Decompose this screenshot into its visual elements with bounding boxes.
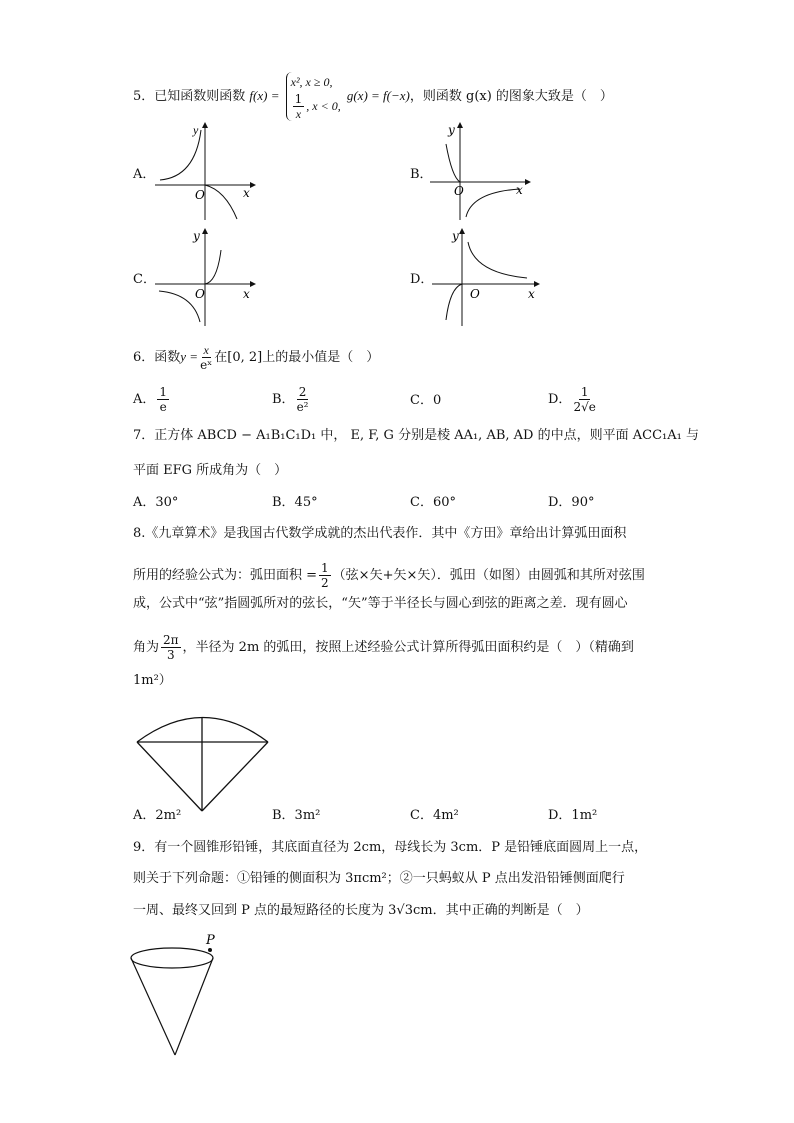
- y-axis-label: y: [452, 229, 459, 243]
- q8-option-c[interactable]: C．4m²: [410, 808, 459, 823]
- q7-option-a[interactable]: A．30°: [133, 495, 179, 510]
- q7-line-2: 平面 EFG 所成角为（ ）: [133, 463, 288, 478]
- q8-option-b[interactable]: B．3m²: [272, 808, 321, 823]
- frac-den: e: [159, 400, 167, 414]
- option-label: A．: [133, 392, 156, 407]
- q7-option-d[interactable]: D．90°: [548, 495, 595, 510]
- q7-option-c[interactable]: C．60°: [410, 495, 456, 510]
- curve-left: [446, 144, 460, 182]
- q5-option-d-label: D．: [410, 272, 434, 287]
- q5-case2-den: x: [295, 107, 302, 121]
- q9-line-3: 一周、最终又回到 P 点的最短路径的长度为 3√3cm．其中正确的判断是（ ）: [133, 903, 589, 918]
- curve-right: [205, 185, 237, 219]
- origin-label: O: [195, 188, 205, 202]
- x-axis-label: x: [528, 287, 535, 301]
- q8-line-3: 成，公式中“弦”指圆弧所对的弦长，“矢”等于半径长与圆心到弦的距离之差．现有圆心: [133, 596, 628, 611]
- option-label: C．: [410, 393, 433, 408]
- cone-edge-right: [175, 958, 213, 1055]
- q5-graph-b: [430, 122, 530, 222]
- option-label: B．: [272, 392, 295, 407]
- curve-left: [446, 284, 462, 320]
- cone-edge-left: [131, 958, 175, 1055]
- curve-right: [205, 250, 221, 284]
- frac-num: 2π: [163, 633, 179, 647]
- q8-line4-a: 角为: [133, 640, 160, 655]
- q6-prefix: 6．函数: [133, 350, 181, 365]
- frac-num: 1: [321, 561, 329, 575]
- x-axis-label: x: [516, 183, 523, 197]
- q6-frac-num: x: [203, 343, 209, 357]
- point-p-label: P: [206, 933, 215, 948]
- q5-option-b-label: B．: [410, 167, 433, 182]
- q6-option-b[interactable]: [272, 385, 310, 414]
- point-p: [208, 948, 212, 952]
- q6-option-a[interactable]: [133, 385, 171, 414]
- curve-left: [159, 291, 200, 322]
- q8-option-a[interactable]: A．2m²: [133, 808, 182, 823]
- q5-piecewise: [286, 72, 341, 121]
- curve-right: [466, 189, 520, 217]
- x-axis-label: x: [243, 287, 250, 301]
- q8-line4-b: ，半径为 2m 的弧田，按照上述经验公式计算所得弧田面积约是（ ）（精确到: [182, 640, 634, 655]
- x-axis-label: x: [243, 186, 250, 200]
- cone-base: [131, 948, 213, 968]
- q5-option-a-label: A．: [133, 167, 156, 182]
- q5-prefix: 5．已知函数则函数: [133, 89, 246, 104]
- question-6-stem: [133, 343, 379, 372]
- frac-num: 1: [159, 385, 168, 399]
- frac-den: 2: [321, 576, 329, 590]
- q8-line2-a: 所用的经验公式为：弧田面积 =: [133, 568, 318, 583]
- q8-line-5: 1m²）: [133, 673, 172, 688]
- radius-right: [202, 742, 268, 811]
- cone-figure: [128, 933, 228, 1063]
- curve-left: [160, 130, 201, 180]
- q6-suffix: 在[0, 2]上的最小值是（ ）: [214, 350, 380, 365]
- q9-line-1: 9．有一个圆锥形铅锤，其底面直径为 2cm，母线长为 3cm．P 是铅锤底面圆周上一点，: [133, 840, 648, 855]
- y-axis-label: y: [193, 229, 200, 243]
- q5-case1: x², x ≥ 0,: [290, 75, 333, 89]
- q5-g-def: g(x) = f(−x): [346, 88, 410, 103]
- q7-line-1: 7．正方体 ABCD − A₁B₁C₁D₁ 中， E, F, G 分别是棱 AA₁, AB, AD 的中点，则平面 ACC₁A₁ 与: [133, 428, 699, 443]
- q8-option-d[interactable]: D．1m²: [548, 808, 598, 823]
- q6-option-c[interactable]: [410, 393, 441, 409]
- q5-f-label: f(x) =: [249, 88, 280, 103]
- origin-label: O: [470, 287, 480, 301]
- q5-graph-d: [432, 228, 542, 328]
- q5-case2-rest: , x < 0,: [306, 99, 341, 113]
- frac-num: 1: [580, 385, 589, 399]
- frac-den: 3: [166, 648, 175, 662]
- q9-line-2: 则关于下列命题：①铅锤的侧面积为 3πcm²；②一只蚂蚁从 P 点出发沿铅锤侧面爬行: [133, 871, 625, 886]
- curve-right: [468, 242, 527, 278]
- q5-suffix: ，则函数 g(x) 的图象大致是（ ）: [409, 89, 613, 104]
- q6-y-eq: y =: [180, 349, 199, 364]
- frac-den: e²: [296, 400, 309, 414]
- arc-field-figure: [135, 705, 275, 815]
- origin-label: O: [195, 287, 205, 301]
- y-axis-label: y: [448, 123, 455, 137]
- q8-line2-b: （弦×矢+矢×矢）．弧田（如图）由圆弧和其所对弦围: [332, 568, 645, 583]
- option-text: 0: [432, 393, 442, 408]
- q5-option-c-label: C．: [133, 272, 156, 287]
- q6-frac-den: eˣ: [200, 358, 213, 372]
- option-label: D．: [548, 392, 572, 407]
- q8-line-4: [133, 633, 634, 662]
- origin-label: O: [454, 184, 464, 198]
- frac-den: 2√e: [573, 400, 596, 414]
- q5-graph-c: [155, 228, 255, 328]
- q8-line-1: 8.《九章算术》是我国古代数学成就的杰出代表作．其中《方田》章给出计算弧田面积: [133, 526, 627, 541]
- q5-graph-a: [155, 122, 255, 222]
- radius-left: [137, 742, 202, 811]
- question-5-stem: [133, 72, 613, 121]
- q7-option-b[interactable]: B．45°: [272, 495, 318, 510]
- y-axis-label: y: [193, 123, 199, 137]
- frac-num: 2: [298, 385, 307, 399]
- q8-line-2: [133, 561, 645, 590]
- q6-option-d[interactable]: [548, 385, 598, 414]
- q5-case2-num: 1: [294, 92, 303, 106]
